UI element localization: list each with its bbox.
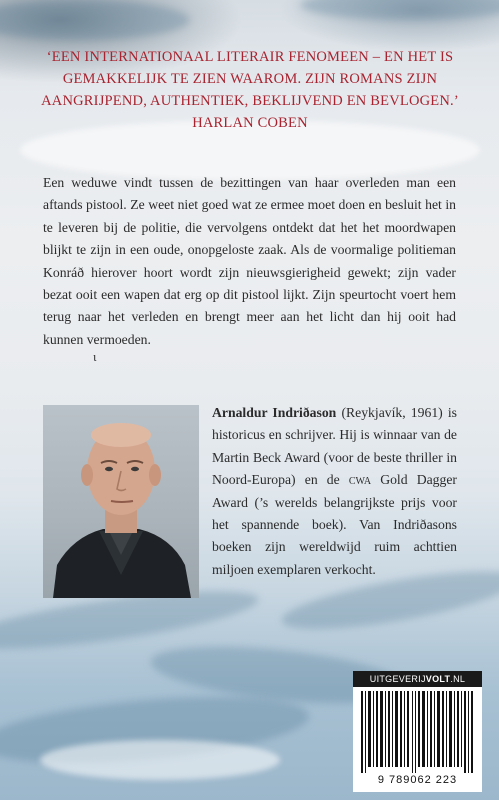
author-bio-cwa: cwa: [348, 472, 372, 488]
snow-texture: [40, 740, 280, 780]
isbn-barcode: [353, 671, 482, 792]
author-bio-text: Gold Dagger Award (’s werelds belangrijkste prijs voor het spannende boek). Van Indriðasons boeken zijn wereldwijd ruim achttien miljoen exemplaren verkocht.: [212, 472, 457, 577]
author-bio-text: (Reykjavík, 1961) is historicus en schrijver. Hij is winnaar van de Martin Beck Award (voor de beste thriller in Noord-Europa) en de: [212, 405, 458, 488]
author-name: Arnaldur Indriðason: [212, 405, 337, 420]
quote-line: GEMAKKELIJK TE ZIEN WAAROM. ZIJN ROMANS ZIJN: [62, 71, 438, 87]
publisher-suffix: .NL: [450, 674, 466, 684]
barcode-bars: [361, 691, 474, 773]
snow-texture: [300, 0, 499, 20]
author-bio: [212, 402, 457, 581]
quote-line: AANGRIJPEND, AUTHENTIEK, BEKLIJVEND EN BEVLOGEN.’: [41, 93, 459, 109]
publisher-label: [353, 671, 482, 687]
publisher-prefix: UITGEVERIJ: [369, 674, 426, 684]
publisher-bold: VOLT: [425, 674, 451, 684]
section-mark: ɩ: [93, 349, 97, 364]
quote-author: HARLAN COBEN: [192, 115, 308, 131]
review-quote: [30, 46, 470, 134]
snow-texture: [0, 0, 190, 40]
quote-line: ‘EEN INTERNATIONAAL LITERAIR FENOMEEN – EN HET IS: [46, 49, 454, 65]
author-photo: [43, 405, 199, 598]
book-blurb: Een weduwe vindt tussen de bezittingen van haar overleden man een aftands pistool. Ze weet niet goed wat ze ermee moet doen en besluit het in te leveren bij de politie, die vervolgens ontdekt dat het het moordwapen blijkt te zijn in een oude, onopgeloste zaak. Als de voormalige politieman Konráð hierover hoort wordt zijn nieuwsgierigheid gewekt; zijn vader bezat ooit een wapen dat erg op dit pistool lijkt. Zijn speurtocht voert hem terug naar het verleden en brengt meer aan het licht dan hij ooit had kunnen vermoeden.: [43, 175, 456, 347]
isbn-digits: 9 789062 223: [377, 774, 458, 786]
